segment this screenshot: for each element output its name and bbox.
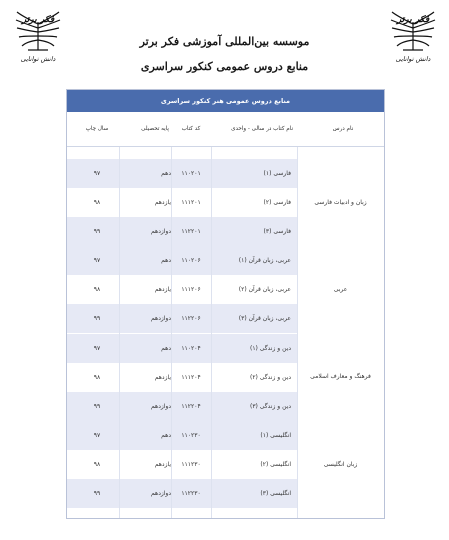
grade-cell: یازدهم [154, 461, 171, 469]
book-name-cell: دین و زندگی (۲) [249, 373, 291, 381]
year-cell: ۹۸ [93, 461, 101, 469]
logo-motto-text: دانش توانایی [395, 55, 431, 63]
grade-cell: دهم [161, 170, 171, 177]
book-code-cell: ۱۱۱۲۰۶ [181, 286, 201, 294]
column-divider [211, 147, 212, 518]
column-divider [171, 147, 172, 518]
subject-cell: زبان انگلیسی [323, 460, 358, 468]
year-cell: ۹۸ [93, 199, 101, 206]
year-cell: ۹۷ [93, 344, 101, 352]
table-row [67, 421, 297, 450]
grade-cell: دوازدهم [151, 228, 171, 235]
grade-cell: دهم [161, 432, 171, 440]
grade-cell: یازدهم [154, 199, 171, 206]
book-name-cell: فارسی (۲) [263, 199, 291, 206]
book-name-cell: دین و زندگی (۱) [249, 344, 291, 352]
grade-cell: یازدهم [154, 373, 171, 381]
book-code-cell: ۱۱۲۲۰۴ [181, 402, 201, 410]
page-title: موسسه بین‌المللی آموزشی فکر برتر [139, 35, 310, 48]
year-cell: ۹۹ [93, 228, 101, 235]
book-name-cell: عربی، زبان قرآن (۲) [238, 286, 291, 294]
table-row [67, 334, 297, 363]
table-row [67, 275, 297, 304]
logo-motto-text: دانش توانایی [20, 55, 56, 63]
table-header-row [67, 112, 384, 147]
book-code-cell: ۱۱۰۲۰۴ [181, 344, 201, 352]
page-subtitle: منابع دروس عمومی کنکور سراسری [140, 60, 309, 73]
year-cell: ۹۹ [93, 402, 101, 410]
book-code-cell: ۱۱۲۲۳۰ [181, 490, 201, 498]
book-name-cell: عربی، زبان قرآن (۱) [238, 257, 291, 265]
year-cell: ۹۹ [93, 490, 101, 498]
table-row [67, 246, 297, 275]
year-cell: ۹۷ [93, 170, 101, 177]
header-subject: نام درس [332, 126, 354, 132]
book-code-cell: ۱۱۱۲۰۱ [181, 199, 201, 206]
subject-cell: فرهنگ و معارف اسلامی [310, 373, 371, 381]
book-name-cell: فارسی (۱) [263, 170, 291, 177]
book-name-cell: انگلیسی (۳) [260, 490, 291, 498]
grade-cell: دوازدهم [151, 490, 171, 498]
subject-cell: زبان و ادبیات فارسی [314, 198, 367, 206]
year-cell: ۹۹ [93, 315, 101, 323]
table-banner: منابع دروس عمومی هنر کنکور سراسری [67, 90, 384, 112]
book-code-cell: ۱۱۰۲۰۱ [181, 170, 201, 177]
grade-cell: دوازدهم [151, 402, 171, 410]
table-row [67, 392, 297, 421]
book-code-cell: ۱۱۲۲۰۱ [181, 228, 201, 235]
table-row [67, 188, 297, 217]
book-code-cell: ۱۱۱۲۳۰ [181, 461, 201, 469]
book-name-cell: فارسی (۳) [263, 228, 291, 235]
year-cell: ۹۸ [93, 286, 101, 294]
year-cell: ۹۷ [93, 257, 101, 265]
book-code-cell: ۱۱۲۲۰۶ [181, 315, 201, 323]
logo-brand-text: فکر برتر [396, 15, 430, 25]
year-cell: ۹۸ [93, 373, 101, 381]
column-divider [119, 147, 120, 518]
table-row [67, 304, 297, 333]
grade-cell: دهم [161, 344, 171, 352]
book-code-cell: ۱۱۰۲۰۶ [181, 257, 201, 265]
header-book-code: کد کتاب [181, 126, 201, 132]
table-row [67, 479, 297, 508]
table-row [67, 159, 297, 188]
table-row [67, 363, 297, 392]
book-code-cell: ۱۱۰۲۳۰ [181, 432, 201, 440]
header-year: سال چاپ [85, 126, 109, 132]
book-name-cell: عربی، زبان قرآن (۳) [238, 315, 291, 323]
header-grade: پایه تحصیلی [141, 126, 169, 132]
table-row [67, 217, 297, 246]
book-name-cell: انگلیسی (۲) [260, 461, 291, 469]
grade-cell: دوازدهم [151, 315, 171, 323]
year-cell: ۹۷ [93, 432, 101, 440]
book-name-cell: دین و زندگی (۳) [249, 402, 291, 410]
subject-cell: عربی [333, 285, 348, 293]
header-book-name: نام کتاب در سالی - واحدی [231, 126, 293, 132]
grade-cell: یازدهم [154, 286, 171, 294]
grade-cell: دهم [161, 257, 171, 265]
table-row [67, 450, 297, 479]
logo-brand-text: فکر برتر [21, 15, 55, 25]
resources-table [66, 89, 385, 519]
book-name-cell: انگلیسی (۱) [260, 432, 291, 440]
column-divider [297, 147, 298, 518]
book-code-cell: ۱۱۱۲۰۴ [181, 373, 201, 381]
